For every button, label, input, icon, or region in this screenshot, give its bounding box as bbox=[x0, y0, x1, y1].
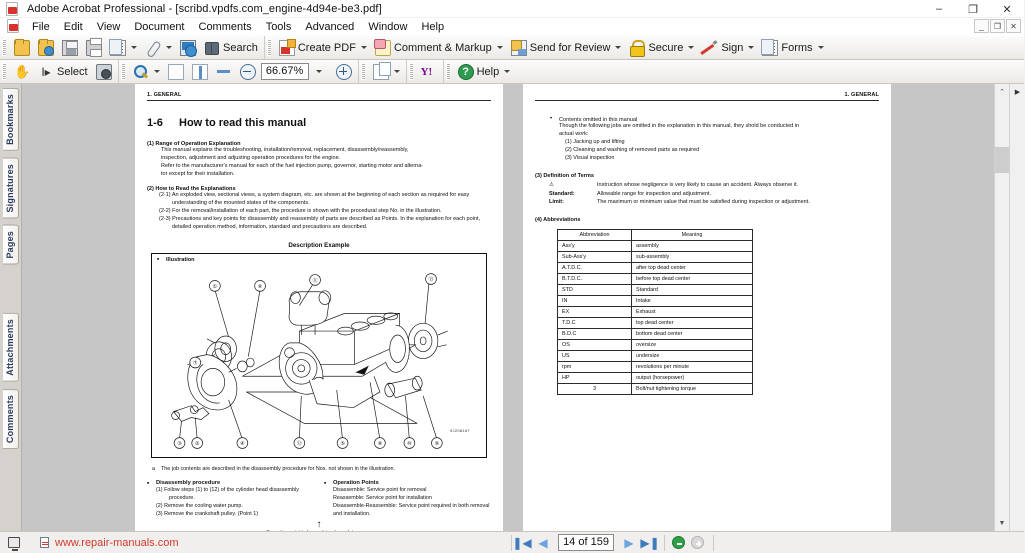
cell-meaning: top dead center bbox=[632, 318, 753, 329]
monitor-icon bbox=[8, 537, 20, 548]
operation-point-2: Reassemble: Service point for installation bbox=[333, 494, 432, 501]
chevron-down-icon[interactable] bbox=[497, 46, 503, 49]
cell-meaning: assembly bbox=[632, 241, 753, 252]
sidebar-tab-bookmarks[interactable]: Bookmarks bbox=[3, 88, 19, 151]
hand-tool-button[interactable] bbox=[11, 62, 33, 82]
next-view-button[interactable] bbox=[691, 536, 704, 549]
document-icon bbox=[7, 19, 19, 36]
svg-text:⑪: ⑪ bbox=[312, 278, 318, 284]
disassembly-step-1: (1) Follow steps (1) to (12) of the cylinder head disassembly procedure. bbox=[156, 486, 299, 501]
text-select-icon: I▸ bbox=[41, 64, 51, 79]
search-button-label: Search bbox=[223, 41, 258, 54]
binoculars-icon bbox=[204, 40, 220, 56]
magnifier-icon bbox=[133, 64, 149, 80]
pdf-page-right bbox=[523, 84, 891, 531]
workspace bbox=[0, 84, 1024, 531]
zoom-dropdown-button[interactable] bbox=[311, 62, 331, 82]
floppy-disk-icon bbox=[62, 40, 78, 56]
actual-size-button[interactable] bbox=[165, 62, 187, 82]
create-pdf-button[interactable] bbox=[276, 38, 370, 58]
last-page-button[interactable]: ▶❚ bbox=[640, 535, 660, 550]
illustration-box bbox=[151, 253, 487, 458]
zoom-level-input[interactable]: 66.67% bbox=[261, 63, 309, 80]
cell-abbr: STD bbox=[558, 285, 632, 296]
menu-bar bbox=[0, 18, 1024, 36]
svg-text:④: ④ bbox=[240, 441, 245, 447]
table-row bbox=[558, 340, 753, 351]
engine-exploded-diagram bbox=[152, 268, 486, 457]
maximize-button[interactable]: ❐ bbox=[968, 3, 978, 16]
pdf-page-left bbox=[135, 84, 503, 531]
chevron-down-icon[interactable] bbox=[688, 46, 694, 49]
chevron-down-icon[interactable] bbox=[361, 46, 367, 49]
comment-markup-label: Comment & Markup bbox=[393, 41, 492, 54]
cell-abbr: T.D.C bbox=[558, 318, 632, 329]
table-row bbox=[558, 296, 753, 307]
cell-abbr: US bbox=[558, 351, 632, 362]
cell-abbr: Sub-Ass'y bbox=[558, 252, 632, 263]
omitted-item-3: (3) Visual inspection bbox=[565, 154, 615, 161]
page-header-right: 1. GENERAL bbox=[535, 92, 879, 101]
block-1-line-1: This manual explains the troubleshooting, installation/removal, replacement, disassembly/reassembly, bbox=[161, 147, 409, 153]
forms-icon bbox=[762, 40, 778, 56]
folder-web-icon bbox=[38, 40, 54, 56]
table-header-row bbox=[558, 230, 753, 241]
cell-abbr: EX bbox=[558, 307, 632, 318]
cell-meaning: oversize bbox=[632, 340, 753, 351]
open-file-button[interactable] bbox=[11, 38, 33, 58]
cell-meaning: after top dead center bbox=[632, 263, 753, 274]
cell-meaning: Bolt/nut tightening torque bbox=[632, 384, 753, 395]
definition-row bbox=[549, 198, 879, 207]
disassembly-column bbox=[147, 480, 314, 518]
window-title: Adobe Acrobat Professional - [scribd.vpdfs.com_engine-4d94e-be3.pdf] bbox=[27, 2, 382, 15]
open-web-pdf-button[interactable] bbox=[35, 38, 57, 58]
sidebar-tab-signatures[interactable]: Signatures bbox=[3, 158, 19, 219]
omitted-line-2: actual work: bbox=[559, 130, 589, 137]
menu-advanced[interactable]: Advanced bbox=[305, 21, 355, 33]
email-icon bbox=[180, 40, 196, 56]
abbreviations-table bbox=[557, 229, 753, 395]
document-vertical-scrollbar[interactable] bbox=[994, 84, 1009, 531]
yahoo-icon: Y! bbox=[420, 65, 433, 78]
chevron-down-icon[interactable] bbox=[166, 46, 172, 49]
page-display-button[interactable] bbox=[370, 62, 403, 82]
table-row bbox=[558, 362, 753, 373]
lock-icon bbox=[629, 40, 645, 56]
definition-row bbox=[549, 181, 879, 190]
menu-comments[interactable]: Comments bbox=[198, 21, 252, 33]
forms-button[interactable] bbox=[759, 38, 826, 58]
pages-icon bbox=[373, 64, 389, 80]
plus-circle-icon bbox=[336, 64, 352, 80]
pdf-page-icon bbox=[40, 537, 49, 548]
menu-edit[interactable]: Edit bbox=[63, 21, 83, 33]
cell-meaning: bottom dead center bbox=[632, 329, 753, 340]
table-row bbox=[558, 318, 753, 329]
disassembly-title: ■ Disassembly procedure bbox=[156, 480, 314, 486]
page-navigation bbox=[512, 534, 660, 552]
camera-icon bbox=[96, 64, 112, 80]
omitted-title: • Contents omitted in this manual bbox=[559, 117, 638, 123]
send-review-icon bbox=[511, 40, 527, 56]
pages-container bbox=[22, 84, 994, 531]
cell-meaning: Exhaust bbox=[632, 307, 753, 318]
forms-label: Forms bbox=[781, 41, 813, 54]
help-label: Help bbox=[476, 65, 500, 78]
minus-circle-icon bbox=[240, 64, 256, 80]
chevron-down-icon[interactable] bbox=[131, 46, 137, 49]
section-number: 1-6 bbox=[147, 117, 163, 129]
paperclip-icon bbox=[142, 36, 164, 58]
document-view[interactable] bbox=[22, 84, 1024, 531]
illustration-label: ■ Illustration bbox=[166, 257, 481, 263]
comment-markup-icon bbox=[375, 40, 391, 56]
toolbar-grip-6[interactable] bbox=[409, 63, 413, 80]
cell-abbr: rpm bbox=[558, 362, 632, 373]
svg-text:③: ③ bbox=[177, 441, 182, 447]
definition-term: Limit: bbox=[549, 199, 564, 206]
table-row bbox=[558, 307, 753, 318]
menu-file[interactable]: File bbox=[32, 21, 50, 33]
chevron-down-icon[interactable] bbox=[154, 70, 160, 73]
up-arrow-icon: ↑ bbox=[316, 519, 322, 531]
fit-page-button[interactable] bbox=[189, 62, 211, 82]
page-title bbox=[147, 117, 491, 129]
block-2-item-2: (2-2) For the removal/installation of each part, the procedure is shown with the procedural step No. in the illustration. bbox=[159, 207, 442, 214]
chevron-down-icon[interactable] bbox=[818, 46, 824, 49]
table-row bbox=[558, 285, 753, 296]
menu-window[interactable]: Window bbox=[368, 21, 408, 33]
column-header-meaning: Meaning bbox=[632, 230, 753, 241]
omitted-line-1: Though the following jobs are omitted in the explanation in this manual, they shold be conducted in bbox=[559, 123, 800, 129]
sidebar-tab-pages[interactable]: Pages bbox=[3, 225, 19, 265]
scroll-up-button[interactable]: ⌃ bbox=[995, 84, 1010, 99]
operation-point-1: Disassemble: Service point for removal bbox=[333, 486, 427, 493]
save-button[interactable] bbox=[59, 38, 81, 58]
cell-abbr: B.T.D.C. bbox=[558, 274, 632, 285]
chevron-down-icon[interactable] bbox=[316, 70, 322, 73]
definition-text: Allowable range for inspection and adjustment. bbox=[597, 190, 712, 197]
chevron-down-icon[interactable] bbox=[504, 70, 510, 73]
cell-meaning: Standard bbox=[632, 285, 753, 296]
procedure-columns bbox=[147, 480, 491, 518]
description-example-label: Description Example bbox=[288, 241, 350, 249]
operation-points-title: ■ Operation Points bbox=[333, 480, 491, 486]
fit-width-icon bbox=[216, 64, 232, 80]
menu-tools[interactable]: Tools bbox=[265, 21, 292, 33]
secure-button[interactable] bbox=[626, 38, 697, 58]
minimize-button[interactable]: – bbox=[935, 3, 943, 15]
select-tool-label: Select bbox=[57, 65, 88, 78]
mdi-restore-button[interactable]: ❐ bbox=[990, 19, 1005, 33]
table-row bbox=[558, 329, 753, 340]
operation-point-3: Disassemble-Reassemble: Service point required in both removal and installation. bbox=[333, 502, 490, 518]
svg-text:⑬: ⑬ bbox=[428, 277, 434, 283]
column-header-abbreviation: Abbreviation bbox=[558, 230, 632, 241]
menu-help[interactable]: Help bbox=[421, 21, 445, 33]
page-icon bbox=[168, 64, 184, 80]
chevron-down-icon[interactable] bbox=[748, 46, 754, 49]
chevron-down-icon[interactable] bbox=[394, 70, 400, 73]
svg-text:⑧: ⑧ bbox=[377, 441, 383, 447]
help-button[interactable] bbox=[455, 62, 514, 82]
cell-meaning: sub-assembly bbox=[632, 252, 753, 263]
first-page-button[interactable]: ❚◀ bbox=[512, 535, 532, 550]
expand-panel-button[interactable]: ▶ bbox=[1014, 88, 1021, 96]
note-marker: a bbox=[152, 465, 155, 472]
svg-text:②: ② bbox=[194, 441, 200, 447]
create-pdf-label: Create PDF bbox=[297, 41, 356, 54]
sidebar-tab-comments[interactable]: Comments bbox=[3, 389, 19, 449]
omitted-contents-block bbox=[559, 117, 879, 163]
toolbar-grip-7[interactable] bbox=[446, 63, 450, 80]
main-toolbar bbox=[0, 36, 1024, 60]
send-for-review-label: Send for Review bbox=[529, 41, 611, 54]
cell-abbr: Ass'y bbox=[558, 241, 632, 252]
operation-points-column bbox=[324, 480, 491, 518]
secure-label: Secure bbox=[648, 41, 684, 54]
comment-markup-button[interactable] bbox=[372, 38, 506, 58]
previous-view-button[interactable] bbox=[672, 536, 685, 549]
figure-code: 9J208167 bbox=[450, 427, 470, 433]
table-row bbox=[558, 252, 753, 263]
status-bar bbox=[0, 531, 1024, 553]
table-row bbox=[558, 241, 753, 252]
definitions-list bbox=[549, 181, 879, 207]
illustration-note bbox=[152, 465, 491, 472]
folder-open-icon bbox=[14, 40, 30, 56]
disassembly-step-2: (2) Remove the cooling water pump. bbox=[156, 502, 243, 509]
sign-button[interactable] bbox=[699, 38, 757, 58]
view-toolbar bbox=[0, 60, 1024, 84]
yahoo-group bbox=[415, 60, 444, 83]
zoom-tool-button[interactable] bbox=[130, 62, 163, 82]
organizer-button[interactable] bbox=[107, 38, 140, 58]
definitions-heading: (3) Definition of Terms bbox=[535, 172, 594, 179]
definition-term: Standard: bbox=[549, 190, 575, 197]
definition-term: ⚠ bbox=[549, 181, 554, 188]
table-row bbox=[558, 274, 753, 285]
toolbar-grip[interactable] bbox=[2, 39, 6, 56]
section-title: How to read this manual bbox=[179, 117, 307, 129]
fit-page-icon bbox=[192, 64, 208, 80]
block-1-line-3: Refer to the manufacturer's manual for each of the fuel injection pump, governor, starting motor and alterna- bbox=[161, 162, 424, 169]
toolbar-grip-4[interactable] bbox=[121, 63, 125, 80]
title-bar bbox=[0, 0, 1024, 18]
toolbar-grip-2[interactable] bbox=[267, 39, 271, 56]
send-for-review-button[interactable] bbox=[508, 38, 625, 58]
cell-meaning: output (horsepower) bbox=[632, 373, 753, 384]
pen-icon bbox=[702, 40, 718, 56]
select-tool-button[interactable] bbox=[35, 62, 91, 82]
page-number-input[interactable]: 14 of 159 bbox=[558, 534, 614, 551]
url-segment bbox=[36, 532, 182, 553]
create-pdf-icon bbox=[279, 40, 295, 56]
engine-diagram-svg bbox=[152, 268, 486, 457]
window-controls bbox=[922, 0, 1024, 18]
note-text: The job contents are described in the disassembly procedure for Nos. not shown in the illustration. bbox=[161, 465, 396, 472]
cell-abbr: 3 bbox=[558, 384, 632, 395]
block-2-item-3: (2-3) Precautions and key points for disassembly and reassembly of parts are described as Points. In the explanation for each point, detailed operation method, information, standard and precautions are described. bbox=[159, 215, 481, 230]
toolbar-grip-3[interactable] bbox=[2, 63, 6, 80]
svg-text:⑦: ⑦ bbox=[193, 361, 198, 367]
cell-abbr: OS bbox=[558, 340, 632, 351]
printer-icon bbox=[86, 40, 102, 56]
cell-abbr: A.T.D.C. bbox=[558, 263, 632, 274]
svg-text:⑨: ⑨ bbox=[434, 441, 440, 447]
zoom-in-button[interactable] bbox=[333, 62, 355, 82]
file-toolbar-group bbox=[8, 36, 265, 59]
block-2-item-1: (2-1) An exploded view, sectional views, a system diagram, etc. are shown at the beginning of each section as required for easy understanding of the mounted states of the components. bbox=[159, 191, 470, 206]
cell-meaning: Intake bbox=[632, 296, 753, 307]
help-icon: ? bbox=[458, 64, 474, 80]
abbreviations-heading: (4) Abbreviations bbox=[535, 217, 581, 224]
search-button[interactable] bbox=[201, 38, 261, 58]
panel-expander-strip bbox=[1009, 84, 1024, 531]
cell-abbr: IN bbox=[558, 296, 632, 307]
navigation-pane bbox=[0, 84, 22, 531]
definition-text: The maximum or minimum value that must be satisfied during inspection or adjustment. bbox=[597, 199, 810, 206]
menu-document[interactable]: Document bbox=[134, 21, 185, 33]
block-1-line-4: tor except for their installation. bbox=[161, 170, 235, 177]
yahoo-toolbar-button[interactable] bbox=[418, 62, 440, 82]
definition-text: Instruction whose negligence is very likely to cause an accident. Always observe it. bbox=[597, 181, 799, 188]
help-group bbox=[452, 60, 1024, 83]
snapshot-tool-button[interactable] bbox=[93, 62, 115, 82]
table-row bbox=[558, 263, 753, 274]
attach-file-button[interactable] bbox=[142, 38, 175, 58]
previous-page-button[interactable]: ◀ bbox=[538, 535, 548, 550]
close-button[interactable]: ✕ bbox=[1002, 3, 1012, 16]
table-row bbox=[558, 373, 753, 384]
page-header-left: 1. GENERAL bbox=[147, 92, 491, 101]
cell-meaning: undersize bbox=[632, 351, 753, 362]
chevron-down-icon[interactable] bbox=[615, 46, 621, 49]
page-gap bbox=[503, 84, 523, 531]
omitted-item-1: (1) Jacking up and lifting bbox=[565, 138, 625, 145]
cell-meaning: before top dead center bbox=[632, 274, 753, 285]
block-2-heading: (2) How to Read the Explanations bbox=[147, 185, 236, 192]
select-zoom-group bbox=[8, 60, 119, 83]
acrobat-app-icon bbox=[6, 2, 22, 16]
block-1-line-2: inspection, adjustment and adjusting operation procedures for the engine. bbox=[161, 154, 341, 161]
zoom-out-button[interactable] bbox=[237, 62, 259, 82]
svg-text:①: ① bbox=[212, 284, 218, 290]
scrollbar-thumb[interactable] bbox=[995, 147, 1010, 173]
scroll-down-button[interactable]: ▼ bbox=[995, 516, 1010, 531]
print-button[interactable] bbox=[83, 38, 105, 58]
tasks-toolbar-group bbox=[273, 36, 1024, 59]
fit-width-button[interactable] bbox=[213, 62, 235, 82]
cell-abbr: B.D.C bbox=[558, 329, 632, 340]
toolbar-grip-5[interactable] bbox=[361, 63, 365, 80]
cell-meaning: revolutions per minute bbox=[632, 362, 753, 373]
disassembly-step-3: (3) Remove the crankshaft pulley. (Point 1) bbox=[156, 511, 259, 518]
table-row bbox=[558, 351, 753, 362]
sign-label: Sign bbox=[721, 41, 744, 54]
mdi-close-button[interactable]: ✕ bbox=[1006, 19, 1021, 33]
mdi-window-controls bbox=[974, 19, 1021, 33]
cell-abbr: HP bbox=[558, 373, 632, 384]
sidebar-tab-attachments[interactable]: Attachments bbox=[3, 313, 19, 382]
omitted-item-2: (2) Cleaning and washing of removed parts as required bbox=[565, 146, 700, 153]
definition-row bbox=[549, 190, 879, 199]
svg-text:⑫: ⑫ bbox=[296, 441, 302, 447]
table-row bbox=[558, 384, 753, 395]
organizer-icon bbox=[110, 40, 126, 56]
svg-text:⑥: ⑥ bbox=[257, 284, 263, 290]
hand-icon: ✋ bbox=[14, 63, 31, 79]
menu-view[interactable]: View bbox=[96, 21, 121, 33]
block-1-heading: (1) Range of Operation Explanation bbox=[147, 141, 241, 147]
svg-text:⑩: ⑩ bbox=[407, 441, 412, 447]
status-url[interactable]: www.repair-manuals.com bbox=[55, 536, 179, 549]
email-button[interactable] bbox=[177, 38, 199, 58]
page-display-group bbox=[367, 60, 407, 83]
next-page-button[interactable]: ▶ bbox=[624, 535, 634, 550]
zoom-group bbox=[127, 60, 359, 83]
mdi-minimize-button[interactable]: _ bbox=[974, 19, 989, 33]
svg-text:⑤: ⑤ bbox=[340, 441, 345, 447]
